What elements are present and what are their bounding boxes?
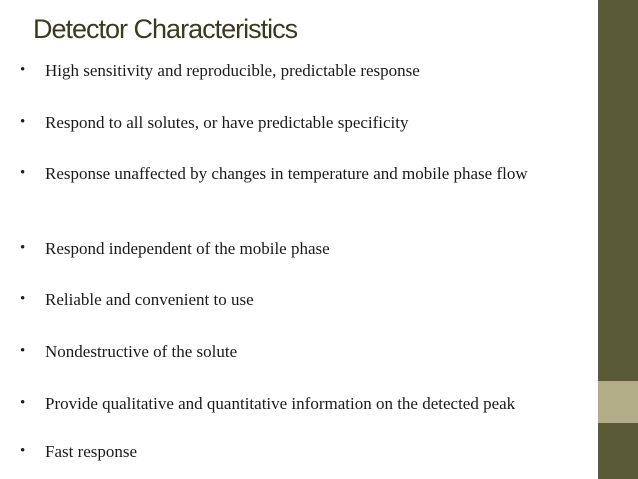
sidebar-accent-bottom <box>598 423 638 479</box>
sidebar-accent-light <box>598 381 638 423</box>
bullet-glyph: • <box>20 395 26 411</box>
bullet-glyph: • <box>20 165 26 181</box>
bullet-item <box>20 289 590 310</box>
slide-title: Detector Characteristics <box>33 14 298 44</box>
bullet-item <box>20 393 520 414</box>
bullet-text: Fast response <box>45 442 138 461</box>
bullet-text: Reliable and convenient to use <box>45 290 254 309</box>
bullet-text: High sensitivity and reproducible, predictable response <box>45 61 420 80</box>
bullet-item <box>20 441 590 462</box>
bullet-text: Respond to all solutes, or have predictable specificity <box>45 113 409 132</box>
bullet-glyph: • <box>20 62 26 78</box>
sidebar-accent-dark <box>598 0 638 381</box>
bullet-item <box>20 341 590 362</box>
bullet-glyph: • <box>20 114 26 130</box>
bullet-text: Response unaffected by changes in temperature and mobile phase flow <box>45 164 528 183</box>
bullet-item <box>20 112 590 133</box>
bullet-item <box>20 60 590 81</box>
bullet-text: Respond independent of the mobile phase <box>45 239 330 258</box>
bullet-item <box>20 238 590 259</box>
bullet-glyph: • <box>20 443 26 459</box>
bullet-item <box>20 163 560 184</box>
bullet-glyph: • <box>20 240 26 256</box>
bullet-glyph: • <box>20 291 26 307</box>
bullet-glyph: • <box>20 343 26 359</box>
bullet-text: Provide qualitative and quantitative information on the detected peak <box>45 394 516 413</box>
bullet-text: Nondestructive of the solute <box>45 342 238 361</box>
